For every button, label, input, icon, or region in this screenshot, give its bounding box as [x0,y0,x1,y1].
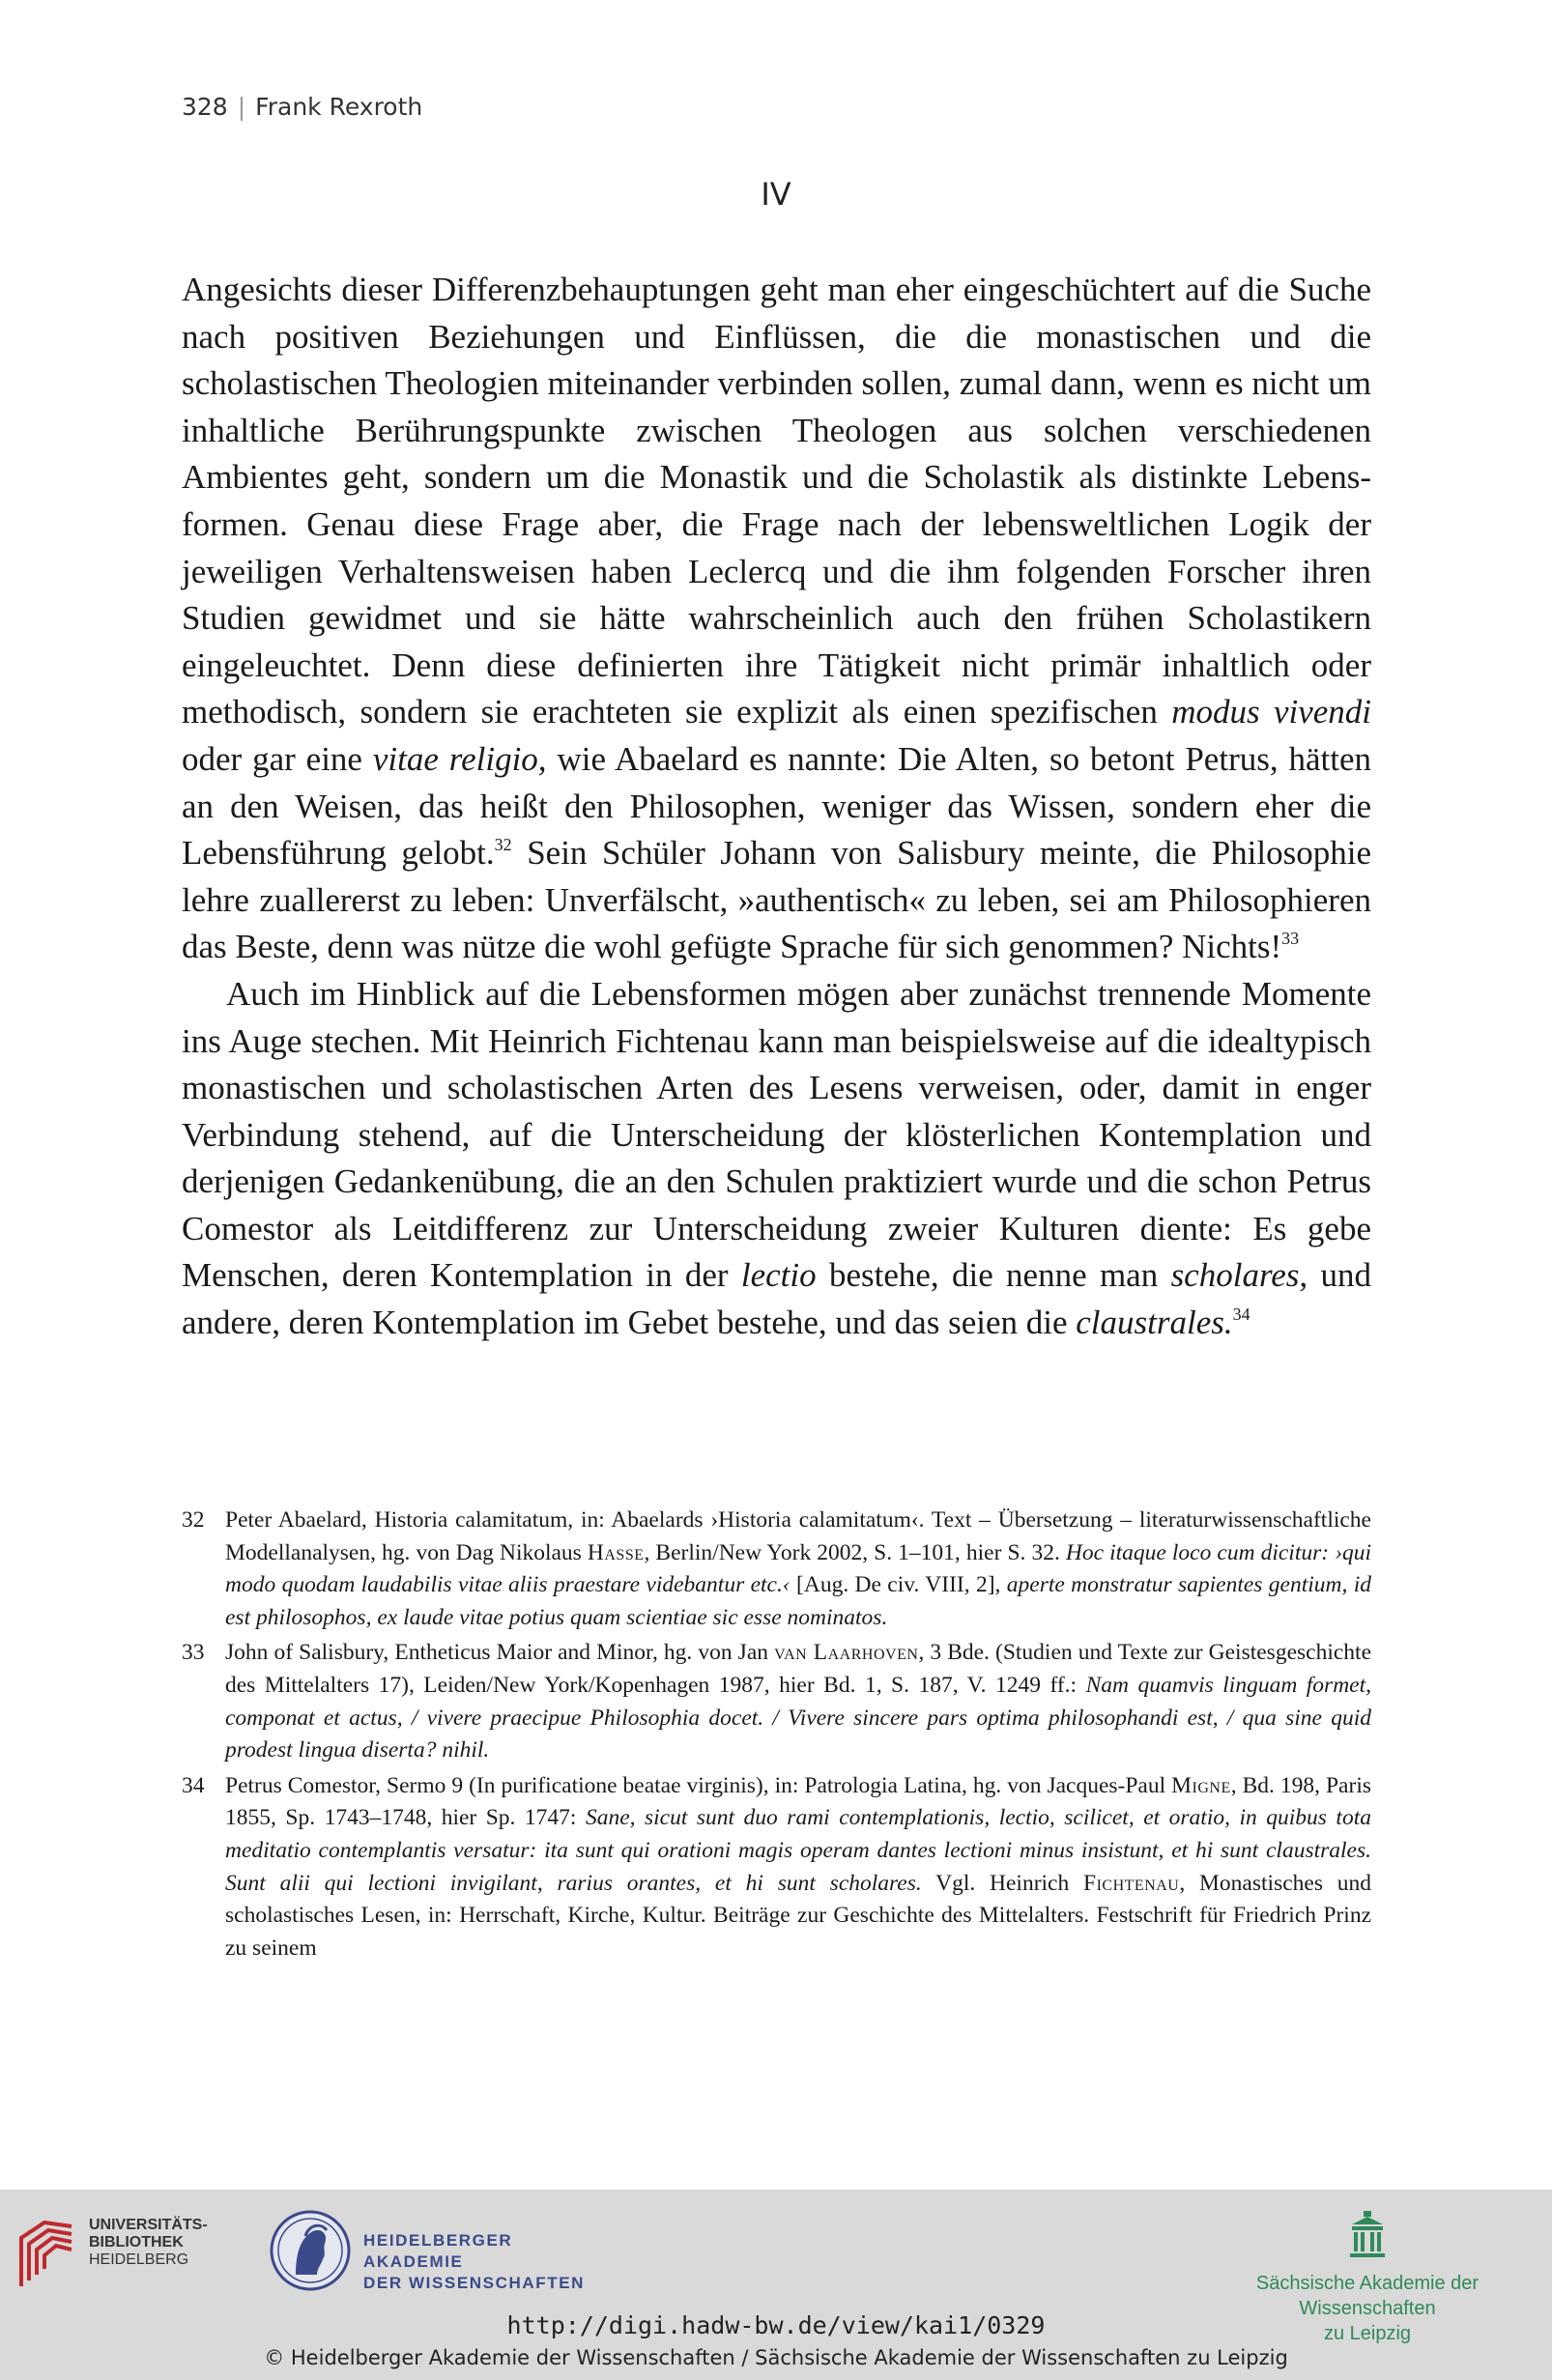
text-run: oder gar eine [182,739,373,778]
text-run: , Bd. 198, Paris 1855, Sp. 1743–1748, hier Sp. 1747: [225,1772,1371,1831]
latin-quote: aperte monstratur sapientes gentium, id est philosophos, ex laude vitae potius quam scientiae sic esse nominatos. [225,1572,1371,1630]
text-run: Auch im Hinblick auf die Lebensformen mögen aber zunächst trennende Momente ins Auge stechen. Mit Heinrich Fichtenau kann man beispielsweise auf die idealtypisch monastischen und scholastischen Arten des Lesens verweisen, oder, damit in enger Verbindung stehend, auf die Unterscheidung der klösterlichen Kontemplation und derjenigen Gedankenübung, die an den Schulen praktiziert wurde und die schon Petrus Comestor als Leitdifferenz zur Unterscheidung zweier Kulturen diente: Es gebe Menschen, deren Kontemplation in der [182,974,1371,1295]
header-separator: | [237,93,246,121]
italic-term: lectio [740,1256,817,1295]
text-run: , Monastisches und scholastisches Lesen, in: Herrschaft, Kirche, Kultur. Beiträge zur Geschichte des Mittelalters. Festschrift für Friedrich Prinz zu seinem [225,1870,1371,1961]
running-head-author: Frank Rexroth [255,93,423,121]
footnote-ref-33[interactable]: 33 [1281,929,1300,949]
ub-heidelberg-icon [15,2217,79,2294]
text-run: John of Salisbury, Entheticus Maior and Minor, hg. von Jan [225,1640,775,1666]
italic-term: scholares, [1170,1256,1308,1295]
digitization-footer [0,2190,1552,2380]
footnote-number: 32 [182,1507,205,1533]
text-run: Sein Schüler Johann von Salisbury meinte, die Philosophie lehre zuallererst zu leben: Unverfälscht, »authentisch« zu leben, sei am Philosophieren das Beste, denn was nütze die wohl gefügte Sprache für sich genommen? Nichts! [182,834,1371,966]
latin-quote: Hoc itaque loco cum dicitur: ›qui modo quodam laudabilis vitae aliis praestare videbantur etc.‹ [225,1539,1371,1598]
permalink-url[interactable]: http://digi.hadw-bw.de/view/kai1/0329 [506,2311,1046,2339]
ub-line-2: BIBLIOTHEK [89,2234,184,2251]
text-run: [Aug. De civ. VIII, 2], [790,1572,1007,1598]
hadw-line-2: DER WISSENSCHAFTEN [363,2274,586,2292]
ub-heidelberg-logo[interactable] [15,2217,218,2294]
footnote-number: 34 [182,1772,205,1798]
latin-quote: Nam quamvis linguam formet, componat et actus, / vivere praecipue Philosophia docet. / Vivere sincere pars optima philosophandi est, / qua sine quid prodest lingua diserta? nihil. [225,1672,1372,1763]
author-name: Hasse [587,1539,645,1565]
hadw-logo[interactable] [267,2207,615,2304]
text-run: , 3 Bde. (Studien und Texte zur Geistesgeschichte des Mittelalters 17), Leiden/New York/Kopenhagen 1987, hier Bd. 1, S. 187, V. 1249 ff.: [225,1640,1371,1698]
italic-term: modus vivendi [1171,693,1371,731]
footnote-ref-32[interactable]: 32 [494,835,512,855]
italic-term: vitae religio, [372,739,547,778]
ub-line-1: UNIVERSITÄTS- [89,2217,208,2233]
saw-leipzig-logo[interactable] [1189,2211,1546,2344]
footnote-number: 33 [182,1640,205,1666]
text-run: bestehe, die nenne man [816,1256,1171,1295]
paragraph-2 [182,971,1371,1347]
text-run: Peter Abaelard, Historia calamitatum, in: Abaelards ›Historia calamitatum‹. Text – Übersetzung – literaturwissenschaftliche Modellanalysen, hg. von Dag Nikolaus [225,1507,1371,1565]
text-run: Vgl. Heinrich [921,1870,1084,1896]
text-run: Angesichts dieser Differenzbehauptungen geht man eher eingeschüchtert auf die Suche nach positiven Beziehungen und Einflüssen, die die monastischen und die scholastischen Theologien miteinander verbinden sollen, zumal dann, wenn es nicht um inhaltliche Berührungspunkte zwischen Theologen aus solchen verschiedenen Ambientes geht, sondern um die Monastik und die Scholastik als distinkte Lebensformen. Genau diese Frage aber, die Frage nach der lebensweltlichen Logik der jeweiligen Verhaltensweisen haben Leclercq und die ihm folgenden Forscher ihren Studien gewidmet und sie hätte wahrscheinlich auch den frühen Scholastikern eingeleuchtet. Denn diese definierten ihre Tätigkeit nicht primär inhaltlich oder methodisch, sondern sie erachteten sie explizit als einen spezifischen [182,271,1371,731]
saw-building-icon [1348,2211,1387,2259]
copyright-notice: © Heidelberger Akademie der Wissenschaften / Sächsische Akademie der Wissenschaften zu Leipzig [264,2346,1288,2369]
footnote-34 [182,1770,1371,1965]
athena-medallion-icon [267,2207,354,2294]
saw-line-1: Sächsische Akademie der Wissenschaften [1255,2273,1480,2319]
footnote-33 [182,1637,1371,1766]
section-heading: IV [761,176,791,213]
text-run: wie Abaelard es nannte: Die Alten, so betont Petrus, hätten an den Weisen, das heißt den Philosophen, weniger das Wissen, sondern eher die Lebensführung gelobt. [182,739,1371,873]
author-name: van Laarhoven [774,1640,919,1666]
ub-line-3: HEIDELBERG [89,2251,189,2268]
hadw-line-1: HEIDELBERGER AKADEMIE [363,2231,513,2271]
footnote-ref-34[interactable]: 34 [1232,1305,1250,1325]
running-header [182,93,1370,121]
author-name: Migne [1171,1772,1231,1798]
page-number: 328 [182,93,228,121]
text-run: Petrus Comestor, Sermo 9 (In purificatione beatae virginis), in: Patrologia Latina, hg. von Jacques-Paul [225,1772,1172,1798]
footnote-32 [182,1505,1371,1634]
italic-term: claustrales. [1076,1304,1233,1342]
footnotes [182,1505,1371,1967]
text-run: und andere, deren Kontemplation im Gebet bestehe, und das seien die [182,1256,1372,1342]
ub-heidelberg-wordmark [89,2217,208,2269]
hadw-wordmark [363,2230,615,2294]
main-text [182,267,1371,1347]
latin-quote: Sane, sicut sunt duo rami contemplationis, lectio, scilicet, et oratio, in quibus tota meditatio contemplantis versatur: ita sunt qui orationi magis operam dantes lectioni minus insistunt, et hi sunt claustrales. Sunt alii qui lectioni invigilant, rarius orantes, et hi sunt scholares. [225,1805,1371,1896]
text-run: , Berlin/New York 2002, S. 1–101, hier S. 32. [644,1539,1066,1565]
paragraph-1 [182,267,1371,971]
author-name: Fichtenau [1083,1870,1180,1896]
saw-line-2: zu Leipzig [1323,2323,1412,2344]
